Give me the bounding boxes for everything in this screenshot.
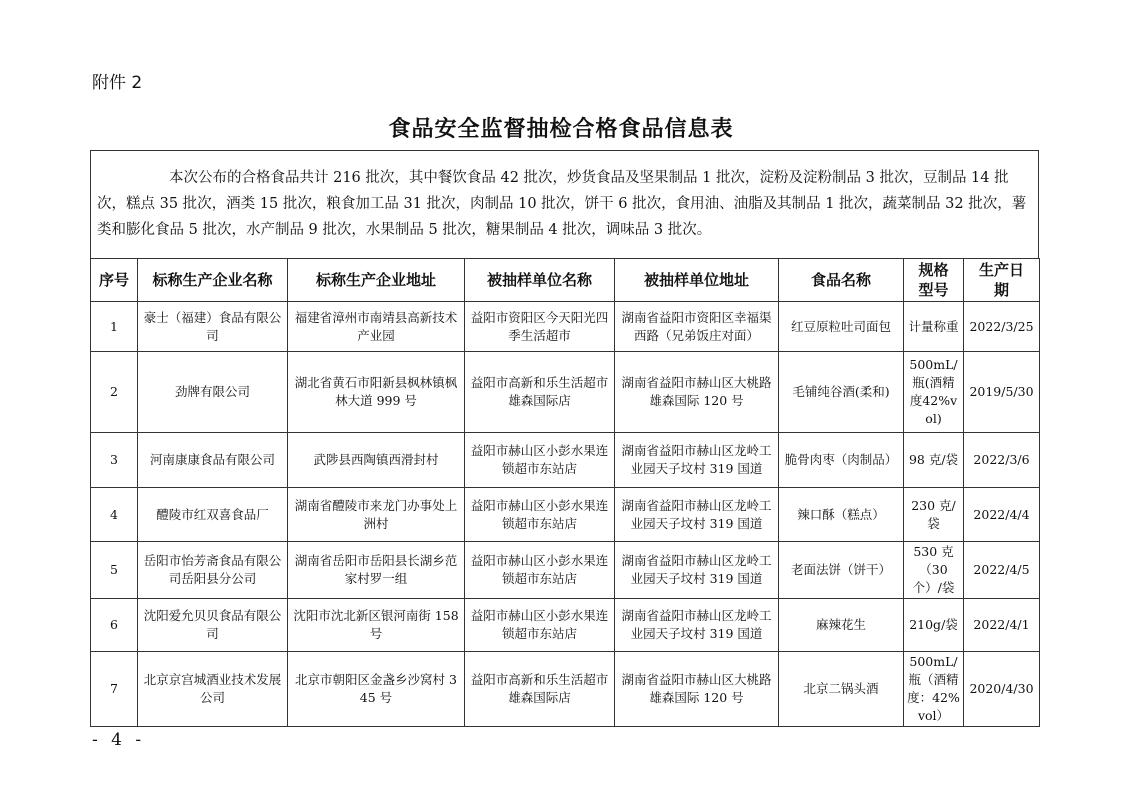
cell-production-date: 2022/4/4 xyxy=(964,488,1040,542)
cell-sampled-unit-name: 益阳市赫山区小彭水果连锁超市东站店 xyxy=(465,433,615,488)
cell-sampled-unit-address: 湖南省益阳市赫山区龙岭工业园天子坟村 319 国道 xyxy=(615,542,779,599)
cell-production-date: 2022/4/5 xyxy=(964,542,1040,599)
cell-spec: 计量称重 xyxy=(904,302,964,352)
cell-spec: 98 克/袋 xyxy=(904,433,964,488)
cell-index: 4 xyxy=(91,488,138,542)
intro-paragraph: 本次公布的合格食品共计 216 批次，其中餐饮食品 42 批次，炒货食品及坚果制品 1 批次，淀粉及淀粉制品 3 批次，豆制品 14 批次，糕点 35 批次，酒类 15 批次，粮食加工品 31 批次，肉制品 10 批次，饼干 6 批次，食用油、油脂及其制品 1 批次，蔬菜制品 32 批次，薯类和膨化食品 5 批次，水产制品 9 批次，水果制品 5 批次，糖果制品 4 批次，调味品 3 批次。 xyxy=(90,150,1039,258)
cell-producer-name: 北京京宫城酒业技术发展公司 xyxy=(138,652,288,727)
cell-spec: 230 克/袋 xyxy=(904,488,964,542)
cell-producer-name: 劲牌有限公司 xyxy=(138,352,288,433)
table-row xyxy=(91,302,1040,352)
table-row xyxy=(91,652,1040,727)
cell-producer-name: 豪士（福建）食品有限公司 xyxy=(138,302,288,352)
cell-production-date: 2020/4/30 xyxy=(964,652,1040,727)
cell-producer-name: 沈阳爱允贝贝食品有限公司 xyxy=(138,599,288,652)
cell-producer-address: 湖南省醴陵市来龙门办事处上洲村 xyxy=(288,488,465,542)
header-spec: 规格型号 xyxy=(904,259,964,302)
table-row xyxy=(91,542,1040,599)
page-number: - 4 - xyxy=(92,730,146,750)
cell-spec: 500mL/瓶(酒精度42%vol) xyxy=(904,352,964,433)
cell-production-date: 2022/4/1 xyxy=(964,599,1040,652)
cell-index: 3 xyxy=(91,433,138,488)
cell-sampled-unit-address: 湖南省益阳市赫山区大桃路雄森国际 120 号 xyxy=(615,652,779,727)
header-sampled-unit-address: 被抽样单位地址 xyxy=(615,259,779,302)
cell-producer-name: 醴陵市红双喜食品厂 xyxy=(138,488,288,542)
cell-production-date: 2022/3/6 xyxy=(964,433,1040,488)
cell-producer-name: 岳阳市怡芳斋食品有限公司岳阳县分公司 xyxy=(138,542,288,599)
cell-sampled-unit-name: 益阳市高新和乐生活超市雄森国际店 xyxy=(465,352,615,433)
cell-producer-name: 河南康康食品有限公司 xyxy=(138,433,288,488)
cell-producer-address: 福建省漳州市南靖县高新技术产业园 xyxy=(288,302,465,352)
header-producer-address: 标称生产企业地址 xyxy=(288,259,465,302)
page-title: 食品安全监督抽检合格食品信息表 xyxy=(388,117,734,142)
cell-index: 5 xyxy=(91,542,138,599)
table-row xyxy=(91,488,1040,542)
cell-production-date: 2022/3/25 xyxy=(964,302,1040,352)
cell-producer-address: 湖南省岳阳市岳阳县长湖乡范家村罗一组 xyxy=(288,542,465,599)
cell-sampled-unit-address: 湖南省益阳市赫山区龙岭工业园天子坟村 319 国道 xyxy=(615,599,779,652)
cell-producer-address: 沈阳市沈北新区银河南街 158 号 xyxy=(288,599,465,652)
cell-food-name: 毛铺纯谷酒(柔和) xyxy=(779,352,904,433)
attachment-label: 附件 2 xyxy=(92,73,143,93)
cell-sampled-unit-name: 益阳市赫山区小彭水果连锁超市东站店 xyxy=(465,542,615,599)
cell-spec: 210g/袋 xyxy=(904,599,964,652)
cell-producer-address: 北京市朝阳区金盏乡沙窝村 345 号 xyxy=(288,652,465,727)
cell-sampled-unit-address: 湖南省益阳市赫山区龙岭工业园天子坟村 319 国道 xyxy=(615,433,779,488)
cell-food-name: 麻辣花生 xyxy=(779,599,904,652)
cell-index: 1 xyxy=(91,302,138,352)
cell-sampled-unit-name: 益阳市高新和乐生活超市雄森国际店 xyxy=(465,652,615,727)
cell-producer-address: 湖北省黄石市阳新县枫林镇枫林大道 999 号 xyxy=(288,352,465,433)
header-index: 序号 xyxy=(91,259,138,302)
cell-sampled-unit-name: 益阳市资阳区今天阳光四季生活超市 xyxy=(465,302,615,352)
header-food-name: 食品名称 xyxy=(779,259,904,302)
header-row xyxy=(91,259,1040,302)
cell-sampled-unit-address: 湖南省益阳市赫山区龙岭工业园天子坟村 319 国道 xyxy=(615,488,779,542)
food-info-table xyxy=(90,258,1040,727)
table-row xyxy=(91,433,1040,488)
cell-sampled-unit-address: 湖南省益阳市赫山区大桃路雄森国际 120 号 xyxy=(615,352,779,433)
cell-producer-address: 武陟县西陶镇西滑封村 xyxy=(288,433,465,488)
header-production-date: 生产日期 xyxy=(964,259,1040,302)
cell-food-name: 红豆原粒吐司面包 xyxy=(779,302,904,352)
cell-sampled-unit-name: 益阳市赫山区小彭水果连锁超市东站店 xyxy=(465,599,615,652)
cell-sampled-unit-address: 湖南省益阳市资阳区幸福渠西路（兄弟饭庄对面） xyxy=(615,302,779,352)
cell-food-name: 老面法饼（饼干） xyxy=(779,542,904,599)
cell-production-date: 2019/5/30 xyxy=(964,352,1040,433)
table-row xyxy=(91,352,1040,433)
header-producer-name: 标称生产企业名称 xyxy=(138,259,288,302)
cell-sampled-unit-name: 益阳市赫山区小彭水果连锁超市东站店 xyxy=(465,488,615,542)
cell-index: 2 xyxy=(91,352,138,433)
cell-index: 6 xyxy=(91,599,138,652)
header-sampled-unit-name: 被抽样单位名称 xyxy=(465,259,615,302)
cell-index: 7 xyxy=(91,652,138,727)
cell-food-name: 脆骨肉枣（肉制品） xyxy=(779,433,904,488)
cell-spec: 530 克（30 个）/袋 xyxy=(904,542,964,599)
cell-food-name: 辣口酥（糕点） xyxy=(779,488,904,542)
cell-spec: 500mL/瓶（酒精度：42%vol） xyxy=(904,652,964,727)
cell-food-name: 北京二锅头酒 xyxy=(779,652,904,727)
table-row xyxy=(91,599,1040,652)
